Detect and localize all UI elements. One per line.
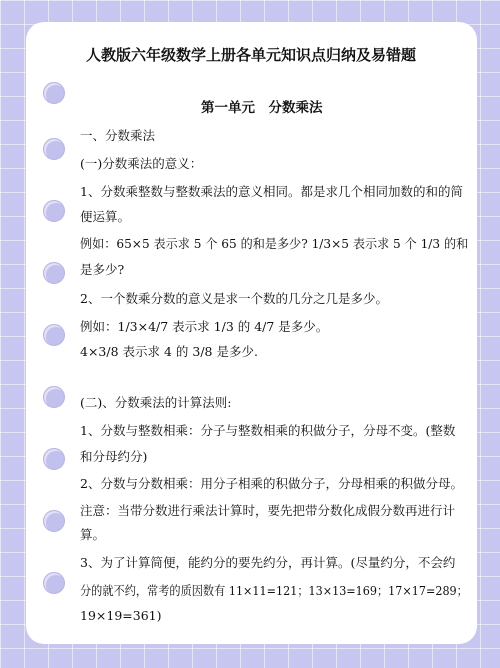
paragraph-line: 算。 [80, 527, 106, 542]
paragraph-line: 1、分数与整数相乘：分子与整数相乘的积做分子，分母不变。(整数 [80, 423, 456, 438]
section-heading: 一、分数乘法 [80, 128, 156, 143]
paragraph-line: 2、一个数乘分数的意义是求一个数的几分之几是多少。 [80, 291, 388, 306]
binder-ring-icon [43, 82, 65, 104]
paragraph-line: 3、为了计算简便，能约分的要先约分，再计算。(尽量约分，不会约 [80, 555, 456, 570]
binder-ring-icon [43, 572, 65, 594]
paragraph-line: 注意：当带分数进行乘法计算时，要先把带分数化成假分数再进行计 [80, 503, 456, 518]
binder-ring-icon [43, 138, 65, 160]
subsection-heading: (一)分数乘法的意义： [80, 156, 203, 171]
paragraph-line: 分的就不约，常考的质因数有 11×11=121；13×13=169；17×17=289； [80, 583, 468, 598]
paragraph-line: 便运算。 [80, 209, 131, 224]
paragraph-line: 和分母约分) [80, 449, 148, 464]
paragraph-line: 19×19=361) [80, 608, 162, 623]
paragraph-line: 例如：65×5 表示求 5 个 65 的和是多少? 1/3×5 表示求 5 个 1/3 的和 [80, 236, 469, 251]
binder-ring-icon [43, 510, 65, 532]
binder-ring-icon [43, 448, 65, 470]
paragraph-line: 1、分数乘整数与整数乘法的意义相同。都是求几个相同加数的和的简 [80, 184, 463, 199]
paragraph-line: 2、分数与分数相乘：用分子相乘的积做分子，分母相乘的积做分母。 [80, 476, 463, 491]
paragraph-line: 是多少? [80, 262, 125, 277]
paragraph-line: 例如：1/3×4/7 表示求 1/3 的 4/7 是多少。 [80, 319, 329, 334]
unit-heading: 第一单元 分数乘法 [201, 100, 323, 116]
paragraph-line: 4×3/8 表示求 4 的 3/8 是多少. [80, 344, 258, 359]
binder-ring-icon [43, 386, 65, 408]
binder-ring-icon [43, 324, 65, 346]
document-title: 人教版六年级数学上册各单元知识点归纳及易错题 [86, 46, 417, 64]
subsection-heading: (二)、分数乘法的计算法则: [80, 395, 232, 410]
binder-ring-icon [43, 200, 65, 222]
binder-ring-icon [43, 262, 65, 284]
